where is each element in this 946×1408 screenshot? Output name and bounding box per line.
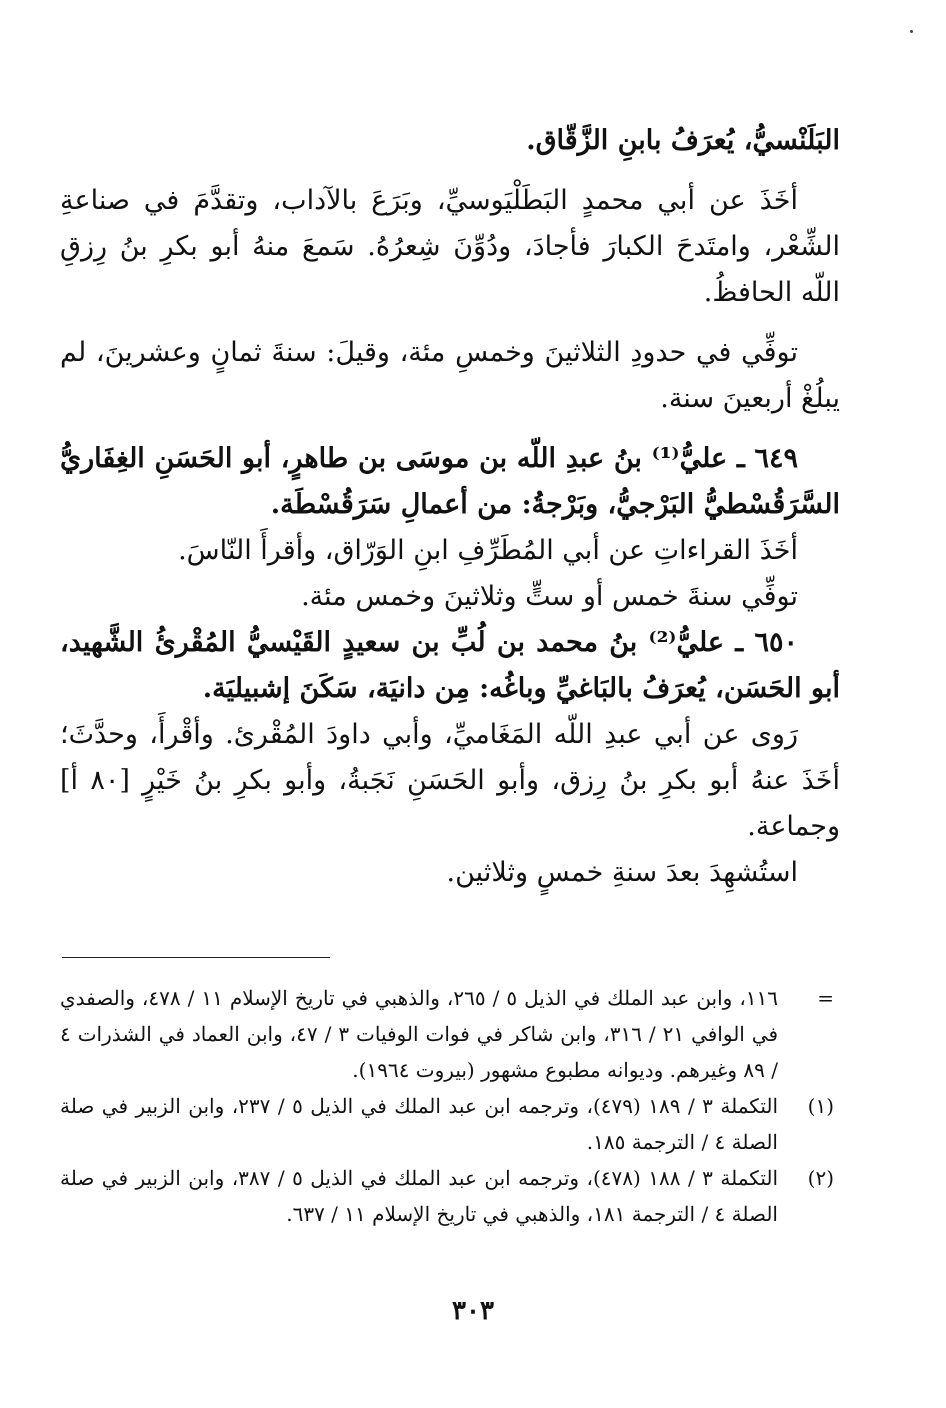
paragraph: استُشهِدَ بعدَ سنةِ خمسٍ وثلاثين. xyxy=(446,857,798,888)
paragraph: توفِّي سنةَ خمس أو ستٍّ وثلاثينَ وخمس مئة. xyxy=(301,581,798,612)
paragraph: توفِّي في حدودِ الثلاثينَ وخمسِ مئة، وقيلَ: سنةَ ثمانٍ وعشرينَ، لم يبلُغْ أربعينَ سنة. xyxy=(60,337,840,414)
footnotes xyxy=(60,980,840,1232)
footnote-mark: (١) xyxy=(807,1094,834,1118)
footnote-divider xyxy=(62,957,330,958)
paragraph: أخَذَ عن أبي محمدٍ البَطَلْيَوسيِّ، وبَرَعَ بالآداب، وتقدَّمَ في صناعةِ الشِّعْر، وامتَدحَ الكبارَ فأجادَ، ودُوِّنَ شِعرُهُ. سَمعَ منهُ أبو بكرِ بنُ رِزقِ اللّه الحافظُ. xyxy=(60,185,840,308)
footnote-text: التكملة ٣ / ١٨٨ (٤٧٨)، وترجمه ابن عبد الملك في الذيل ٥ / ٣٨٧، وابن الزبير في صلة الصلة ٤ / الترجمة ١٨١، والذهبي في تاريخ الإسلام ١١ / ٦٣٧. xyxy=(60,1166,778,1226)
paragraph: أخَذَ القراءاتِ عن أبي المُطَرِّفِ ابنِ الوَرّاق، وأقرأَ النّاسَ. xyxy=(178,535,798,566)
page-number: ٣٠٣ xyxy=(452,1296,494,1326)
entry-649-heading: ٦٤٩ ـ عليُّ⁽¹⁾ بنُ عبدِ اللّه بن موسَى بن طاهرٍ، أبو الحَسَنِ الغِفَاريُّ السَّرَقُسْطيُّ البَرْجيُّ، وبَرْجةُ: من أعمالِ سَرَقُسْطَة. xyxy=(60,443,840,520)
main-text xyxy=(60,118,840,896)
entry-650-heading: ٦٥٠ ـ عليُّ⁽²⁾ بنُ محمد بن لُبِّ بن سعيدٍ القَيْسيُّ المُقْرئُ الشَّهيد، أبو الحَسَن، يُعرَفُ بالبَاغيِّ وباغُه: مِن دانيَة، سَكَنَ إشبيليَة. xyxy=(60,627,840,704)
entry-continuation-heading: البَلَنْسيُّ، يُعرَفُ بابنِ الزَّقّاق. xyxy=(526,125,840,156)
footnote-mark: = xyxy=(817,986,834,1010)
footnote-1 xyxy=(60,1088,840,1160)
scan-mark xyxy=(910,30,913,33)
footnote-mark: (٢) xyxy=(807,1166,834,1190)
footnote-text: التكملة ٣ / ١٨٩ (٤٧٩)، وترجمه ابن عبد الملك في الذيل ٥ / ٢٣٧، وابن الزبير في صلة الصلة ٤ / الترجمة ١٨٥. xyxy=(60,1094,778,1154)
footnote-continued xyxy=(60,980,840,1088)
footnote-2 xyxy=(60,1160,840,1232)
footnote-text: ١١٦، وابن عبد الملك في الذيل ٥ / ٢٦٥، والذهبي في تاريخ الإسلام ١١ / ٤٧٨، والصفدي في الوافي ٢١ / ٣١٦، وابن شاكر في فوات الوفيات ٣ / ٤٧، وابن العماد في الشذرات ٤ / ٨٩ وغيرهم. وديوانه مطبوع مشهور (بيروت ١٩٦٤). xyxy=(60,986,779,1082)
page-body xyxy=(60,118,840,896)
paragraph: رَوى عن أبي عبدِ اللّه المَغَاميِّ، وأبي داودَ المُقْرئ. وأقْرأَ، وحدَّثَ؛ أخَذَ عنهُ أبو بكرِ بنُ رِزق، وأبو الحَسَنِ نَجَبةُ، وأبو بكرِ بنُ خَيْرٍ [٨٠ أ] وجماعة. xyxy=(60,719,840,842)
